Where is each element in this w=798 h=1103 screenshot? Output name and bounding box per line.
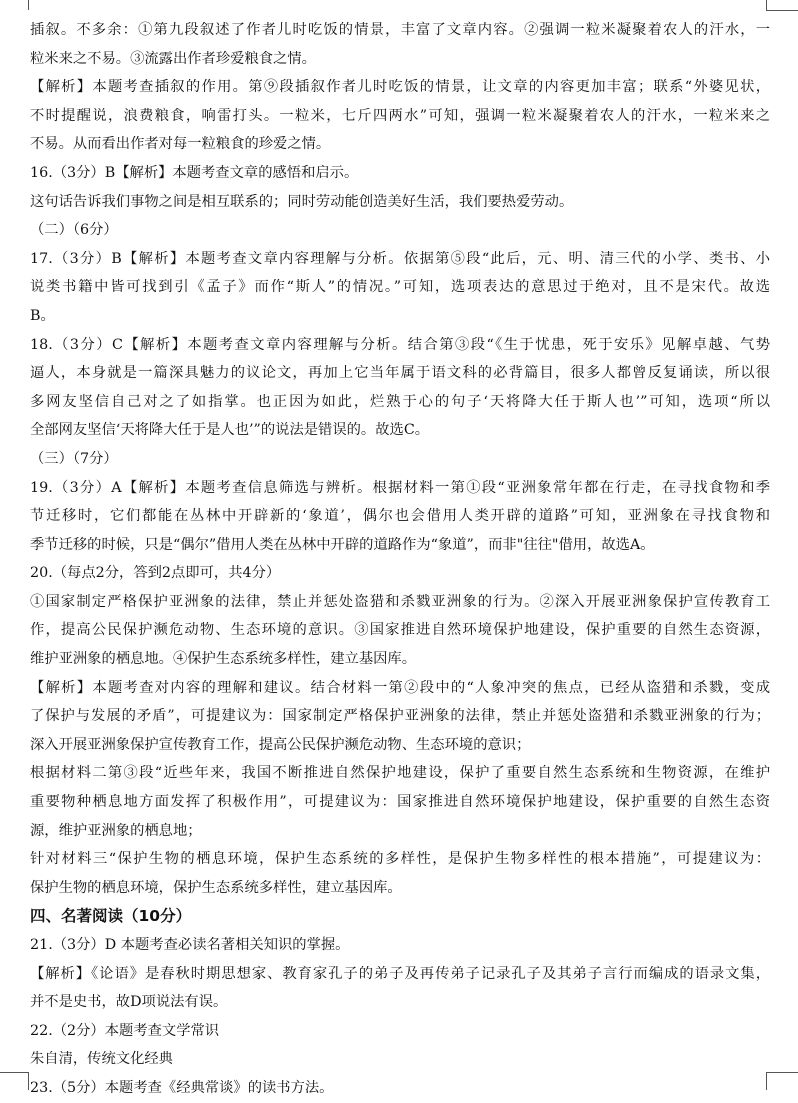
text-line: 重要物种栖息地方面发挥了积极作用”，可提建议为：国家推进自然环境保护地建设，保护重要的自然生态资	[30, 794, 770, 811]
text-line: 粒米来之不易。③流露出作者珍爱粮食之情。	[30, 50, 316, 67]
text-line: 并不是史书，故D项说法有误。	[30, 994, 228, 1011]
text-line: 朱自清，传统文化经典	[30, 1051, 173, 1068]
text-line: 维护亚洲象的栖息地。④保护生态系统多样性，建立基因库。	[30, 651, 417, 668]
text-line: 23.（5分）本题考查《经典常谈》的读书方法。	[30, 1079, 334, 1096]
text-line: 【解析】本题考查对内容的理解和建议。结合材料一第②段中的“人象冲突的焦点，已经从盗猎和杀戮，变成	[30, 679, 770, 696]
text-line: 19.（3分）A【解析】本题考查信息筛选与辨析。根据材料一第①段“亚洲象常年都在行走，在寻找食物和季	[30, 479, 770, 496]
text-line: 季节迁移的时候，只是“偶尔”借用人类在丛林中开辟的道路作为“象道”，而非"往往"借用，故选A。	[30, 536, 655, 553]
text-line: 了保护与发展的矛盾”，可提建议为：国家制定严格保护亚洲象的法律，禁止并惩处盗猎和杀戮亚洲象的行为；	[30, 708, 770, 725]
text-line: 保护生物的栖息环境，保护生态系统多样性，建立基因库。	[30, 879, 402, 896]
text-line: B。	[30, 307, 55, 324]
crop-mark-bottom-left-h	[0, 1072, 28, 1073]
text-line: 不易。从而看出作者对每一粒粮食的珍爱之情。	[30, 136, 331, 153]
text-line: 【解析】本题考查插叙的作用。第⑨段插叙作者儿时吃饭的情景，让文章的内容更加丰富；联系“外婆见状，	[30, 79, 770, 96]
text-line: 22.（2分）本题考查文学常识	[30, 1022, 220, 1039]
text-line: 说类书籍中皆可找到引《孟子》而作“斯人”的情况。”可知，选项表达的意思过于绝对，且不是宋代。故选	[30, 279, 770, 296]
text-line: 17.（3分）B【解析】本题考查文章内容理解与分析。依据第⑤段“此后，元、明、清三代的小学、类书、小	[30, 250, 770, 267]
text-line: 针对材料三“保护生物的栖息环境，保护生态系统的多样性，是保护生物多样性的根本措施”，可提建议为：	[30, 851, 770, 868]
text-line: 多网友坚信自己对之了如指掌。也正因为如此，烂熟于心的句子‘天将降大任于斯人也’”可知，选项“所以	[30, 393, 770, 410]
section-heading: 四、名著阅读（10分）	[30, 907, 192, 926]
section-label: （三）（7分）	[30, 450, 118, 467]
crop-mark-bottom-right-h	[766, 1072, 798, 1073]
text-line: ①国家制定严格保护亚洲象的法律，禁止并惩处盗猎和杀戮亚洲象的行为。②深入开展亚洲象保护宣传教育工	[30, 593, 770, 610]
text-line: 这句话告诉我们事物之间是相互联系的；同时劳动能创造美好生活，我们要热爱劳动。	[30, 193, 574, 210]
crop-mark-top-right-v	[766, 0, 767, 10]
text-line: 根据材料二第③段“近些年来，我国不断推进自然保护地建设，保护了重要自然生态系统和生物资源，在维护	[30, 765, 770, 782]
text-line: 18.（3分）C【解析】本题考查文章内容理解与分析。结合第③段“《生于忧患，死于安乐》见解卓越、气势	[30, 336, 770, 353]
crop-mark-top-left-v	[28, 0, 29, 10]
text-line: 16.（3分）B【解析】本题考查文章的感悟和启示。	[30, 164, 359, 181]
text-line: 源，维护亚洲象的栖息地；	[30, 822, 202, 839]
answer-text	[30, 16, 770, 1103]
text-line: 深入开展亚洲象保护宣传教育工作，提高公民保护濒危动物、生态环境的意识；	[30, 736, 531, 753]
text-line: 不时提醒说，浪费粮食，响雷打头。一粒米，七斤四两水”可知，强调一粒米凝聚着农人的汗水，一粒米来之	[30, 107, 770, 124]
text-line: 21.（3分）D 本题考查必读名著相关知识的掌握。	[30, 937, 350, 953]
section-label: （二）（6分）	[30, 222, 118, 239]
text-line: 节迁移时，它们都能在丛林中开辟新的‘象道’，偶尔也会借用人类开辟的道路”可知，亚洲象在寻找食物和	[30, 508, 770, 525]
text-line: 作，提高公民保护濒危动物、生态环境的意识。③国家推进自然环境保护地建设，保护重要的自然生态资源，	[30, 622, 770, 639]
text-line: 全部网友坚信‘天将降大任于是人也’”的说法是错误的。故选C。	[30, 422, 430, 439]
text-line: 插叙。不多余：①第九段叙述了作者儿时吃饭的情景，丰富了文章内容。②强调一粒米凝聚着农人的汗水，一	[30, 22, 770, 38]
text-line: 逼人，本身就是一篇深具魅力的议论文，再加上它当年属于语文科的必背篇目，很多人都曾反复诵读，所以很	[30, 365, 770, 382]
text-line: 20.（每点2分，答到2点即可，共4分）	[30, 565, 281, 582]
text-line: 【解析】《论语》是春秋时期思想家、教育家孔子的弟子及再传弟子记录孔子及其弟子言行而编成的语录文集，	[30, 965, 770, 982]
crop-mark-bottom-left-v	[28, 1072, 29, 1090]
crop-mark-top-right-h	[766, 10, 798, 11]
